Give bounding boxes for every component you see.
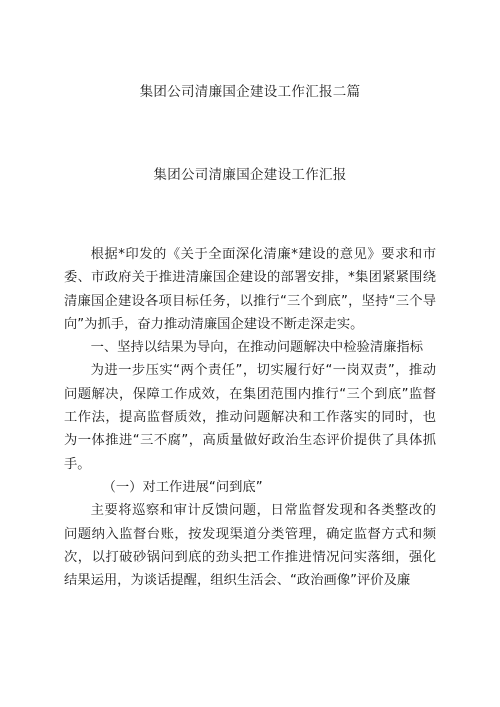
document-subtitle: 集团公司清廉国企建设工作汇报 (153, 167, 347, 183)
body-paragraph: 为进一步压实“两个责任”，切实履行好“一岗双责”，推动问题解决，保障工作成效，在集团范围内推行“三个到底”监督工作法，提高监督质效，推动问题解决和工作落实的同时，也为一体推进“三不腐”，高质量做好政治生态评价提供了具体抓手。 (64, 363, 436, 472)
document-body (64, 243, 436, 592)
section-heading: 一、坚持以结果为导向，在推动问题解决中检验清廉指标 (90, 340, 424, 356)
body-paragraph: 主要将巡察和审计反馈问题，日常监督发现和各类整改的问题纳入监督台账，按发现渠道分类管理，确定监督方式和频次，以打破砂锅问到底的劲头把工作推进情况问实落细，强化结果运用，为谈话提醒，组织生活会、“政治画像”评价及廉 (64, 503, 436, 589)
subsection-heading: （一）对工作进展“问到底” (102, 479, 263, 495)
document-title: 集团公司清廉国企建设工作汇报二篇 (139, 84, 361, 100)
body-paragraph: 根据*印发的《关于全面深化清廉*建设的意见》要求和市委、市政府关于推进清廉国企建设的部署安排，*集团紧紧围绕清廉国企建设各项目标任务，以推行“三个到底”，坚持“三个导向”为抓手，奋力推动清廉国企建设不断走深走实。 (64, 247, 436, 332)
